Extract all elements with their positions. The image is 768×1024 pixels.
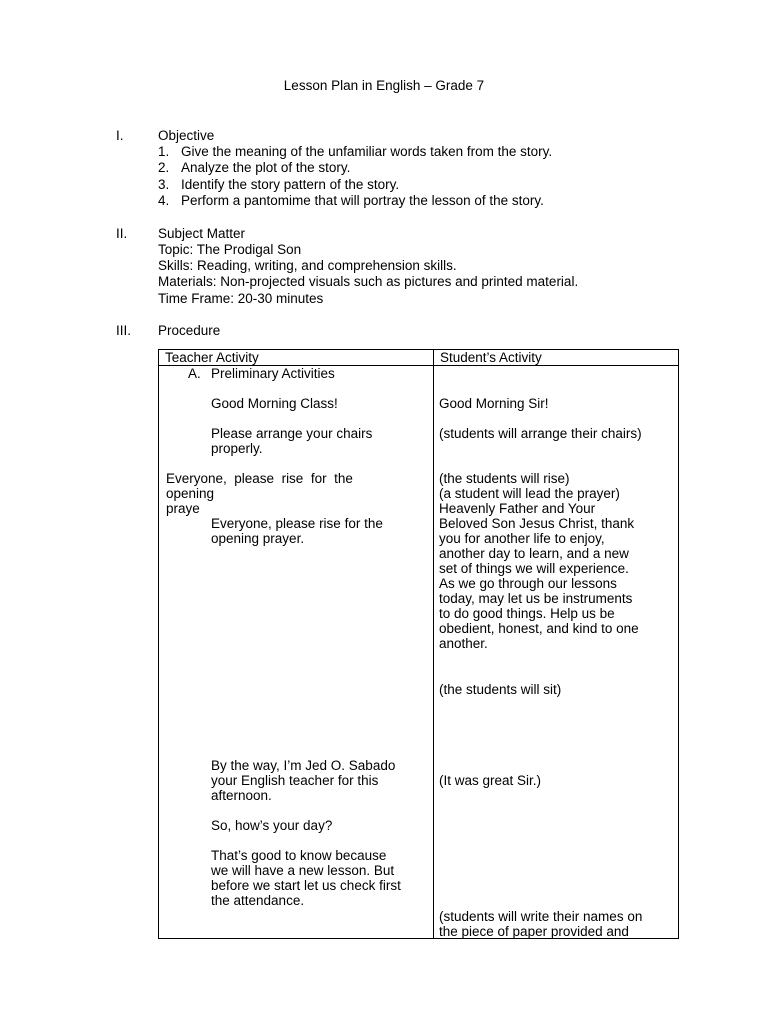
- table-header-student: Student’s Activity: [434, 350, 679, 366]
- objective-item-text: Give the meaning of the unfamiliar words taken from the story.: [181, 144, 553, 159]
- table-header-teacher: Teacher Activity: [159, 350, 434, 366]
- section-heading-objective: Objective: [158, 128, 215, 143]
- objective-item-text: Perform a pantomime that will portray the lesson of the story.: [181, 193, 544, 208]
- prelim-letter: A.: [188, 366, 201, 381]
- prayer-line: As we go through our lessons: [439, 576, 617, 591]
- document-title: Lesson Plan in English – Grade 7: [283, 78, 485, 93]
- prayer-line: set of things we will experience.: [439, 561, 629, 576]
- teacher-attendance-line: the attendance.: [211, 893, 305, 908]
- section-heading-subject-matter: Subject Matter: [158, 226, 246, 241]
- student-names-line: the piece of paper provided and: [439, 924, 629, 939]
- subject-time-frame: Time Frame: 20-30 minutes: [158, 291, 324, 306]
- subject-materials: Materials: Non-projected visuals such as pictures and printed material.: [158, 274, 579, 289]
- prayer-line: another day to learn, and a new: [439, 546, 629, 561]
- teacher-intro-line: afternoon.: [211, 788, 272, 803]
- section-numeral-objective: I.: [116, 128, 124, 143]
- student-sit: (the students will sit): [439, 682, 562, 697]
- student-great: (It was great Sir.): [439, 773, 542, 788]
- teacher-arrange-line: Please arrange your chairs: [211, 426, 373, 441]
- teacher-arrange-line: properly.: [211, 441, 263, 456]
- teacher-activity-cell: [159, 366, 434, 939]
- prayer-line: obedient, honest, and kind to one: [439, 621, 639, 636]
- objective-item-text: Analyze the plot of the story.: [181, 160, 351, 175]
- prayer-line: Beloved Son Jesus Christ, thank: [439, 516, 635, 531]
- student-names-line: (students will write their names on: [439, 909, 643, 924]
- teacher-rise-line: Everyone, please rise for the: [211, 516, 383, 531]
- subject-skills: Skills: Reading, writing, and comprehension skills.: [158, 258, 457, 273]
- student-rise: (the students will rise): [439, 471, 570, 486]
- prayer-line: today, may let us be instruments: [439, 591, 633, 606]
- teacher-attendance-line: That’s good to know because: [211, 848, 387, 863]
- teacher-rise-line: Everyone, please rise for the: [166, 471, 353, 486]
- objective-item-number: 2.: [158, 160, 170, 175]
- student-lead-prayer: (a student will lead the prayer): [439, 486, 620, 501]
- teacher-attendance-line: before we start let us check first: [211, 878, 401, 893]
- prayer-line: Heavenly Father and Your: [439, 501, 596, 516]
- student-activity-cell: [434, 366, 679, 939]
- subject-topic: Topic: The Prodigal Son: [158, 242, 302, 257]
- prayer-line: to do good things. Help us be: [439, 606, 615, 621]
- teacher-rise-line: praye: [166, 501, 200, 516]
- teacher-rise-line: opening prayer.: [211, 531, 305, 546]
- objective-item-number: 4.: [158, 193, 170, 208]
- section-heading-procedure: Procedure: [158, 323, 221, 338]
- prayer-line: you for another life to enjoy,: [439, 531, 605, 546]
- teacher-intro-line: By the way, I’m Jed O. Sabado: [211, 758, 396, 773]
- prelim-label: Preliminary Activities: [211, 366, 335, 381]
- student-arrange: (students will arrange their chairs): [439, 426, 642, 441]
- section-numeral-subject-matter: II.: [116, 226, 128, 241]
- teacher-intro-line: your English teacher for this: [211, 773, 379, 788]
- prayer-line: another.: [439, 636, 488, 651]
- objective-item-number: 3.: [158, 177, 170, 192]
- objective-item-text: Identify the story pattern of the story.: [181, 177, 400, 192]
- procedure-table: [158, 349, 679, 939]
- section-numeral-procedure: III.: [116, 323, 132, 338]
- objective-item-number: 1.: [158, 144, 170, 159]
- teacher-rise-line: opening: [166, 486, 215, 501]
- teacher-greeting: Good Morning Class!: [211, 396, 338, 411]
- teacher-day-question: So, how’s your day?: [211, 818, 333, 833]
- teacher-attendance-line: we will have a new lesson. But: [211, 863, 395, 878]
- student-greeting: Good Morning Sir!: [439, 396, 549, 411]
